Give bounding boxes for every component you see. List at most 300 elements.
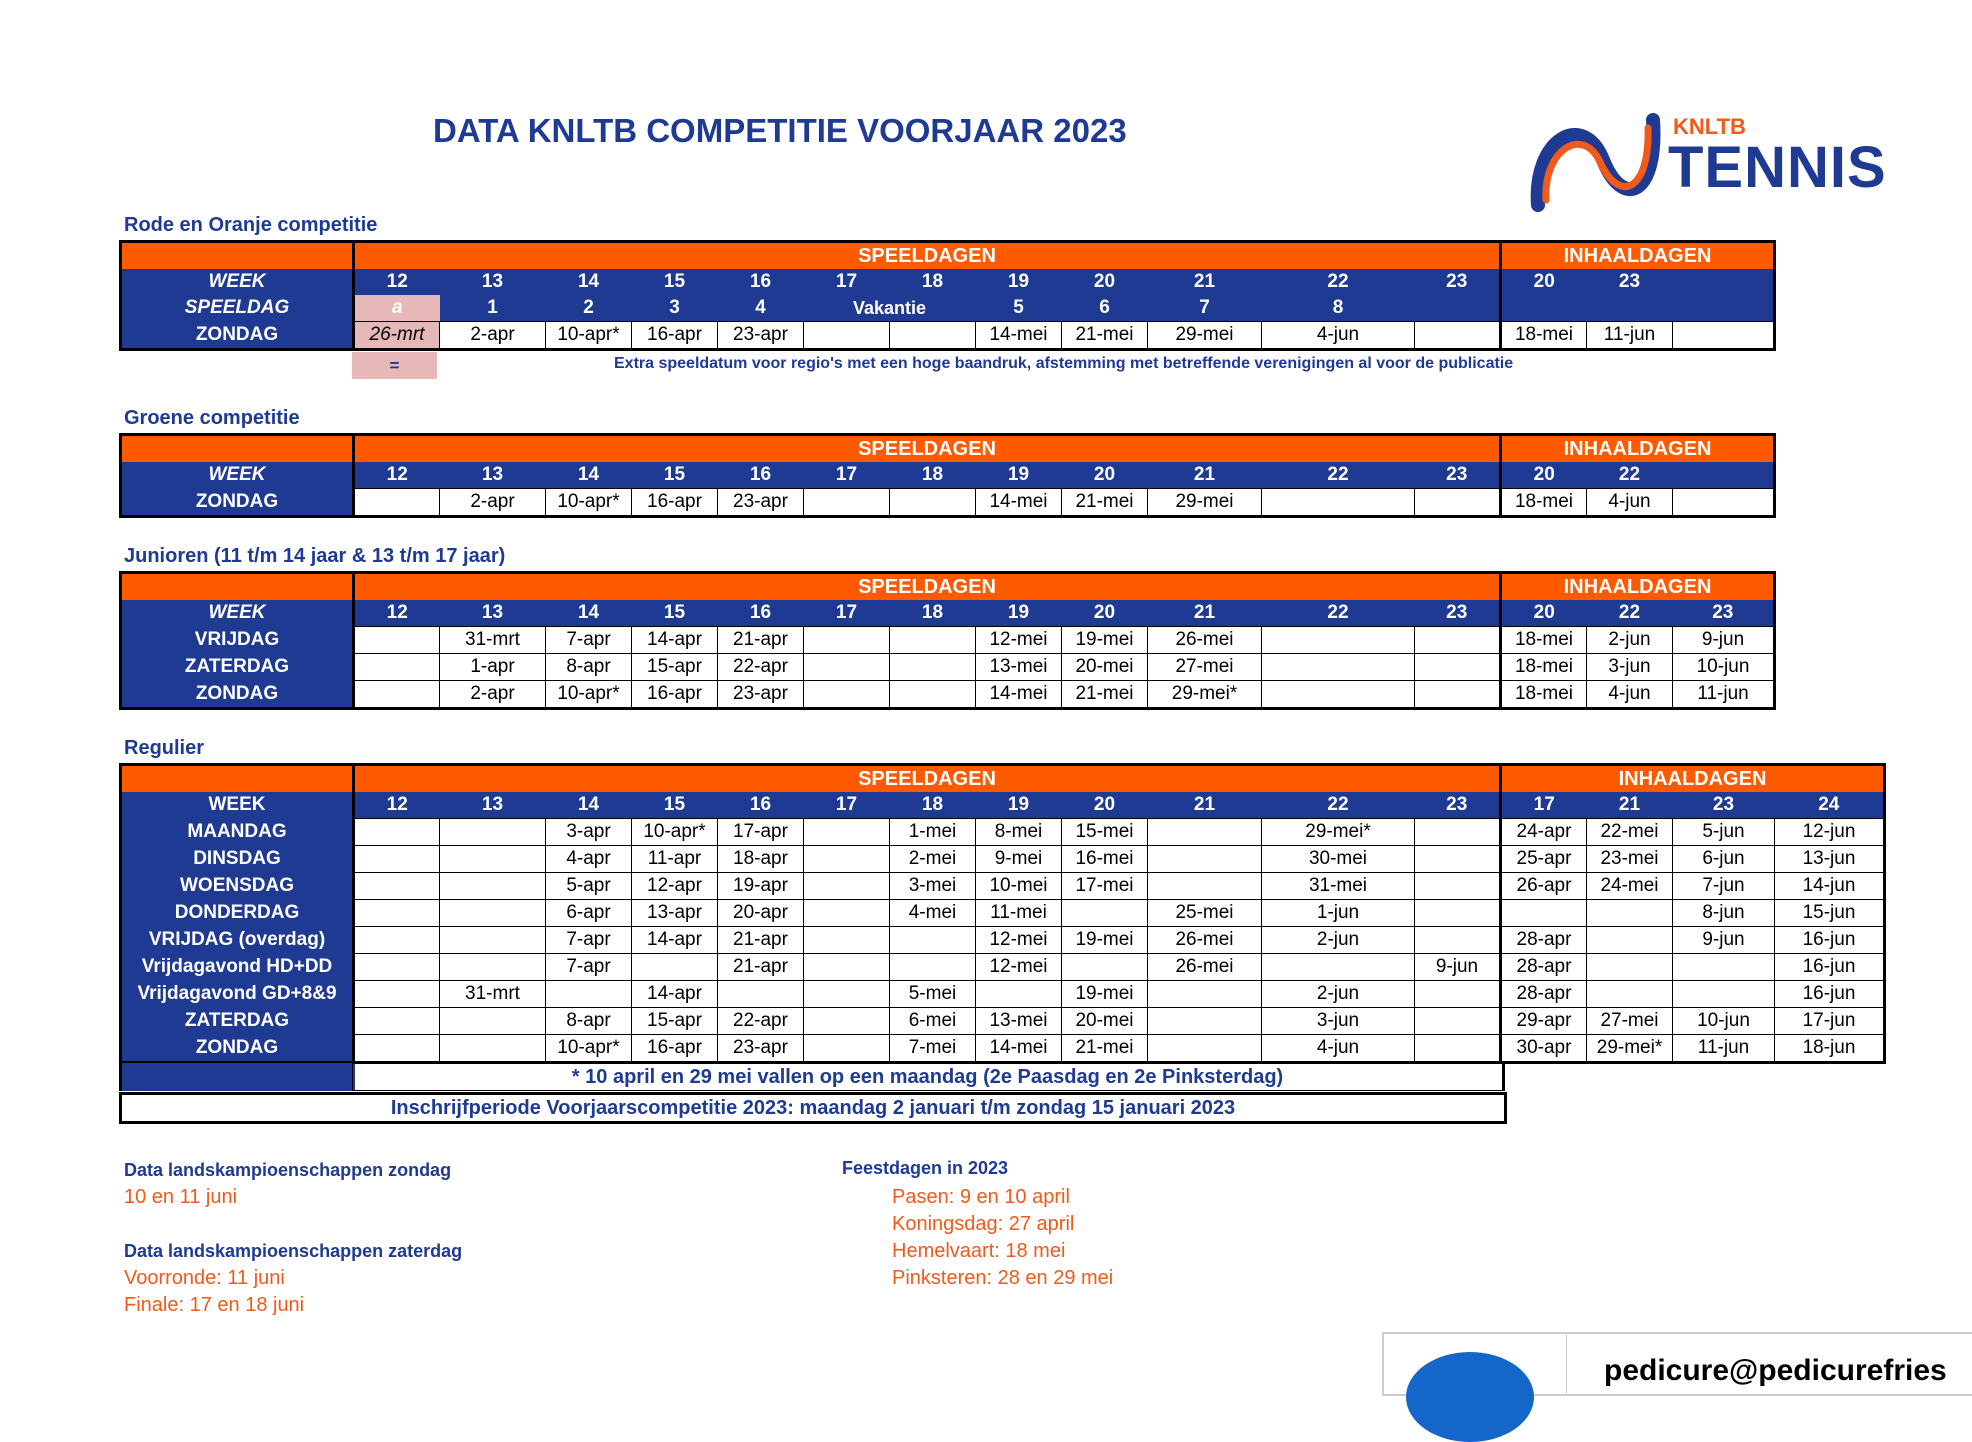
inhaal-date-cell: 27-mei — [1587, 1008, 1673, 1035]
lk-zaterdag-finale: Finale: 17 en 18 juni — [124, 1294, 305, 1316]
inhaal-date-cell: 18-mei — [1501, 681, 1587, 709]
date-cell: 12-mei — [976, 927, 1062, 954]
empty-cell — [1587, 295, 1673, 322]
ad-logo-icon — [1406, 1352, 1534, 1442]
date-cell — [1262, 681, 1415, 709]
date-cell: 2-apr — [440, 322, 546, 350]
date-cell: 1-mei — [890, 819, 976, 846]
date-cell: 10-apr* — [632, 819, 718, 846]
date-cell: 5-mei — [890, 981, 976, 1008]
week-number: 17 — [804, 600, 890, 627]
date-cell — [1148, 1035, 1262, 1063]
feestdag-item: Pasen: 9 en 10 april — [892, 1186, 1070, 1208]
inhaal-date-cell: 29-mei* — [1587, 1035, 1673, 1063]
date-cell: 29-mei* — [1262, 819, 1415, 846]
inhaal-date-cell: 13-jun — [1775, 846, 1885, 873]
date-cell: 17-mei — [1062, 873, 1148, 900]
date-cell: 26-mrt — [354, 322, 440, 350]
date-cell: 19-mei — [1062, 927, 1148, 954]
week-number: 13 — [440, 600, 546, 627]
inhaal-week-number: 23 — [1673, 792, 1775, 819]
date-cell: 2-jun — [1262, 981, 1415, 1008]
date-cell: 29-mei* — [1148, 681, 1262, 709]
empty-cell — [1673, 295, 1775, 322]
date-cell: 14-mei — [976, 1035, 1062, 1063]
week-number: 22 — [1262, 269, 1415, 295]
date-cell: 6-mei — [890, 1008, 976, 1035]
date-cell — [1262, 489, 1415, 517]
week-number: 23 — [1415, 462, 1501, 489]
inhaal-date-cell: 10-jun — [1673, 1008, 1775, 1035]
inhaal-date-cell — [1673, 489, 1775, 517]
date-cell: 12-apr — [632, 873, 718, 900]
date-cell: 26-mei — [1148, 927, 1262, 954]
date-cell: 8-apr — [546, 1008, 632, 1035]
date-cell: 8-apr — [546, 654, 632, 681]
date-cell: 23-apr — [718, 681, 804, 709]
date-cell — [1148, 1008, 1262, 1035]
feestdag-item: Hemelvaart: 18 mei — [892, 1240, 1066, 1262]
date-cell — [804, 1008, 890, 1035]
date-cell — [1415, 681, 1501, 709]
date-cell: 14-apr — [632, 981, 718, 1008]
inhaal-date-cell: 4-jun — [1587, 681, 1673, 709]
date-cell — [440, 954, 546, 981]
inhaal-date-cell: 26-apr — [1501, 873, 1587, 900]
date-cell: 22-apr — [718, 1008, 804, 1035]
speeldag-number: 1 — [440, 295, 546, 322]
date-cell: 14-apr — [632, 627, 718, 654]
inhaal-date-cell: 16-jun — [1775, 981, 1885, 1008]
date-cell: 12-mei — [976, 627, 1062, 654]
row-label: DINSDAG — [121, 846, 354, 873]
date-cell: 7-apr — [546, 927, 632, 954]
date-cell: 19-mei — [1062, 981, 1148, 1008]
inhaal-date-cell: 10-jun — [1673, 654, 1775, 681]
date-cell — [1262, 954, 1415, 981]
inhaal-date-cell — [1587, 981, 1673, 1008]
inhaal-date-cell: 14-jun — [1775, 873, 1885, 900]
week-number: 19 — [976, 269, 1062, 295]
date-cell: 10-mei — [976, 873, 1062, 900]
row-label: VRIJDAG (overdag) — [121, 927, 354, 954]
date-cell — [1062, 954, 1148, 981]
header-corner — [121, 765, 354, 793]
date-cell: 20-mei — [1062, 1008, 1148, 1035]
date-cell: 14-mei — [976, 681, 1062, 709]
date-cell — [804, 819, 890, 846]
date-cell — [354, 927, 440, 954]
feestdagen-title: Feestdagen in 2023 — [842, 1158, 1009, 1178]
inhaaldagen-header: INHAALDAGEN — [1501, 573, 1775, 601]
inhaal-date-cell: 28-apr — [1501, 981, 1587, 1008]
date-cell — [1148, 846, 1262, 873]
inschrijfperiode-note: Inschrijfperiode Voorjaarscompetitie 2023: maandag 2 januari t/m zondag 15 januari 2023 — [119, 1092, 1507, 1124]
speeldagen-header: SPEELDAGEN — [354, 765, 1501, 793]
date-cell — [1415, 900, 1501, 927]
date-cell — [1415, 981, 1501, 1008]
week-number: 21 — [1148, 269, 1262, 295]
date-cell — [354, 681, 440, 709]
date-cell — [1415, 627, 1501, 654]
date-cell: 21-mei — [1062, 1035, 1148, 1063]
week-number: 21 — [1148, 600, 1262, 627]
inhaal-week-number: 24 — [1775, 792, 1885, 819]
date-cell — [804, 900, 890, 927]
date-cell: 7-apr — [546, 954, 632, 981]
date-cell — [354, 873, 440, 900]
speeldag-number: 2 — [546, 295, 632, 322]
inhaal-week-number: 22 — [1587, 462, 1673, 489]
date-cell — [354, 846, 440, 873]
ad-email-text[interactable]: pedicure@pedicurefries — [1604, 1354, 1947, 1387]
inhaal-date-cell — [1587, 900, 1673, 927]
date-cell: 31-mrt — [440, 981, 546, 1008]
inhaal-week-number — [1673, 462, 1775, 489]
feestdag-item: Koningsdag: 27 april — [892, 1213, 1075, 1235]
week-number: 20 — [1062, 792, 1148, 819]
date-cell — [804, 954, 890, 981]
date-cell: 14-mei — [976, 489, 1062, 517]
inhaal-date-cell: 18-mei — [1501, 322, 1587, 350]
inhaal-date-cell: 12-jun — [1775, 819, 1885, 846]
date-cell — [890, 954, 976, 981]
inhaal-date-cell: 29-apr — [1501, 1008, 1587, 1035]
date-cell: 2-apr — [440, 489, 546, 517]
inhaal-week-number: 23 — [1587, 269, 1673, 295]
week-number: 20 — [1062, 600, 1148, 627]
knltb-tennis-logo — [1528, 100, 1887, 220]
date-cell — [354, 654, 440, 681]
date-cell: 2-jun — [1262, 927, 1415, 954]
row-label: WEEK — [121, 269, 354, 295]
date-cell: 21-apr — [718, 627, 804, 654]
date-cell: 21-apr — [718, 927, 804, 954]
week-number: 15 — [632, 269, 718, 295]
inhaal-date-cell: 16-jun — [1775, 954, 1885, 981]
inhaal-date-cell: 18-jun — [1775, 1035, 1885, 1063]
date-cell — [440, 846, 546, 873]
date-cell: 3-apr — [546, 819, 632, 846]
date-cell: 7-apr — [546, 627, 632, 654]
week-number: 17 — [804, 269, 890, 295]
date-cell — [354, 1035, 440, 1063]
week-number: 18 — [890, 792, 976, 819]
header-corner — [121, 435, 354, 463]
inhaal-date-cell: 28-apr — [1501, 954, 1587, 981]
date-cell: 31-mrt — [440, 627, 546, 654]
row-label: WEEK — [121, 462, 354, 489]
week-number: 12 — [354, 462, 440, 489]
date-cell: 3-mei — [890, 873, 976, 900]
inhaal-week-number: 17 — [1501, 792, 1587, 819]
lk-zaterdag-title: Data landskampioenschappen zaterdag — [124, 1241, 463, 1261]
inhaaldagen-header: INHAALDAGEN — [1501, 435, 1775, 463]
date-cell: 3-jun — [1262, 1008, 1415, 1035]
speeldagen-header: SPEELDAGEN — [354, 242, 1501, 270]
date-cell — [1262, 627, 1415, 654]
inhaal-date-cell: 3-jun — [1587, 654, 1673, 681]
week-number: 15 — [632, 462, 718, 489]
week-number: 12 — [354, 269, 440, 295]
date-cell: 11-apr — [632, 846, 718, 873]
date-cell: 10-apr* — [546, 1035, 632, 1063]
date-cell: 10-apr* — [546, 489, 632, 517]
date-cell: 15-apr — [632, 1008, 718, 1035]
date-cell: 13-apr — [632, 900, 718, 927]
inhaal-date-cell: 8-jun — [1673, 900, 1775, 927]
date-cell — [1262, 654, 1415, 681]
row-label: WEEK — [121, 600, 354, 627]
inhaal-week-number: 21 — [1587, 792, 1673, 819]
date-cell: 16-apr — [632, 681, 718, 709]
date-cell: 18-apr — [718, 846, 804, 873]
date-cell — [1062, 900, 1148, 927]
week-number: 17 — [804, 792, 890, 819]
date-cell: 31-mei — [1262, 873, 1415, 900]
row-label: ZATERDAG — [121, 654, 354, 681]
week-number: 16 — [718, 269, 804, 295]
week-number: 15 — [632, 600, 718, 627]
date-cell — [804, 654, 890, 681]
date-cell — [976, 981, 1062, 1008]
table-regulier — [119, 763, 1886, 1064]
speeldag-number: 7 — [1148, 295, 1262, 322]
date-cell — [1415, 927, 1501, 954]
date-cell — [1415, 846, 1501, 873]
date-cell: 19-mei — [1062, 627, 1148, 654]
date-cell: 13-mei — [976, 1008, 1062, 1035]
date-cell: 13-mei — [976, 654, 1062, 681]
speeldagen-header: SPEELDAGEN — [354, 435, 1501, 463]
date-cell: 1-jun — [1262, 900, 1415, 927]
date-cell: 4-mei — [890, 900, 976, 927]
date-cell: 16-apr — [632, 489, 718, 517]
date-cell — [1415, 873, 1501, 900]
date-cell: 2-apr — [440, 681, 546, 709]
week-number: 16 — [718, 600, 804, 627]
table-junioren — [119, 571, 1776, 710]
date-cell: 23-apr — [718, 322, 804, 350]
section-label-rode-oranje: Rode en Oranje competitie — [124, 214, 378, 236]
lk-zaterdag-voorronde: Voorronde: 11 juni — [124, 1267, 285, 1289]
header-corner — [121, 242, 354, 270]
advertisement-banner[interactable] — [1382, 1332, 1972, 1396]
date-cell — [804, 927, 890, 954]
date-cell: 14-mei — [976, 322, 1062, 350]
legend-symbol: = — [352, 352, 437, 379]
row-label: ZATERDAG — [121, 1008, 354, 1035]
inhaal-week-number: 20 — [1501, 269, 1587, 295]
inhaal-date-cell: 2-jun — [1587, 627, 1673, 654]
inhaal-week-number: 22 — [1587, 600, 1673, 627]
date-cell — [440, 873, 546, 900]
date-cell: 10-apr* — [546, 681, 632, 709]
date-cell: 21-mei — [1062, 489, 1148, 517]
date-cell — [804, 322, 890, 350]
date-cell: 23-apr — [718, 489, 804, 517]
legend-text: Extra speeldatum voor regio's met een hoge baandruk, afstemming met betreffende verenigingen al voor de publicatie — [614, 355, 1514, 372]
inhaaldagen-header: INHAALDAGEN — [1501, 765, 1885, 793]
footnote-maandag: * 10 april en 29 mei vallen op een maandag (2e Paasdag en 2e Pinksterdag) — [352, 1063, 1505, 1091]
date-cell: 25-mei — [1148, 900, 1262, 927]
inhaal-date-cell — [1587, 927, 1673, 954]
section-label-groene: Groene competitie — [124, 407, 300, 429]
inhaal-date-cell: 9-jun — [1673, 927, 1775, 954]
week-number: 14 — [546, 600, 632, 627]
date-cell — [354, 981, 440, 1008]
inhaal-date-cell: 11-jun — [1673, 681, 1775, 709]
date-cell — [718, 981, 804, 1008]
week-number: 21 — [1148, 792, 1262, 819]
ad-divider — [1566, 1334, 1567, 1394]
date-cell — [804, 627, 890, 654]
date-cell: 29-mei — [1148, 322, 1262, 350]
inhaal-date-cell: 17-jun — [1775, 1008, 1885, 1035]
date-cell — [890, 927, 976, 954]
date-cell: 16-mei — [1062, 846, 1148, 873]
date-cell — [546, 981, 632, 1008]
inhaal-date-cell: 25-apr — [1501, 846, 1587, 873]
date-cell — [890, 681, 976, 709]
date-cell: 10-apr* — [546, 322, 632, 350]
date-cell: 26-mei — [1148, 627, 1262, 654]
date-cell — [804, 1035, 890, 1063]
inhaaldagen-header: INHAALDAGEN — [1501, 242, 1775, 270]
date-cell: 27-mei — [1148, 654, 1262, 681]
inhaal-date-cell — [1673, 322, 1775, 350]
inhaal-date-cell: 18-mei — [1501, 654, 1587, 681]
date-cell: 17-apr — [718, 819, 804, 846]
empty-cell — [1501, 295, 1587, 322]
date-cell: 23-apr — [718, 1035, 804, 1063]
date-cell — [804, 489, 890, 517]
speeldag-number: 3 — [632, 295, 718, 322]
inhaal-date-cell — [1587, 954, 1673, 981]
inhaal-week-number: 20 — [1501, 462, 1587, 489]
week-number: 13 — [440, 792, 546, 819]
inhaal-date-cell: 7-jun — [1673, 873, 1775, 900]
date-cell: 5-apr — [546, 873, 632, 900]
row-label: ZONDAG — [121, 489, 354, 517]
inhaal-date-cell: 9-jun — [1673, 627, 1775, 654]
page-title: DATA KNLTB COMPETITIE VOORJAAR 2023 — [433, 112, 1127, 149]
row-label: MAANDAG — [121, 819, 354, 846]
date-cell: 15-mei — [1062, 819, 1148, 846]
date-cell — [1415, 322, 1501, 350]
section-label-regulier: Regulier — [124, 737, 205, 759]
date-cell — [354, 1008, 440, 1035]
date-cell: 16-apr — [632, 322, 718, 350]
week-number: 19 — [976, 792, 1062, 819]
week-number: 16 — [718, 462, 804, 489]
date-cell: 20-apr — [718, 900, 804, 927]
date-cell — [1148, 873, 1262, 900]
speeldag-number: 6 — [1062, 295, 1148, 322]
week-number: 12 — [354, 792, 440, 819]
week-number: 14 — [546, 792, 632, 819]
date-cell: 9-jun — [1415, 954, 1501, 981]
date-cell: 21-mei — [1062, 322, 1148, 350]
inhaal-date-cell: 6-jun — [1673, 846, 1775, 873]
speeldag-number: 4 — [718, 295, 804, 322]
table-rode-oranje — [119, 240, 1776, 351]
date-cell — [1148, 981, 1262, 1008]
date-cell — [354, 489, 440, 517]
week-number: 18 — [890, 600, 976, 627]
date-cell: 22-apr — [718, 654, 804, 681]
speeldagen-header: SPEELDAGEN — [354, 573, 1501, 601]
feestdag-item: Pinksteren: 28 en 29 mei — [892, 1267, 1114, 1289]
inhaal-date-cell: 18-mei — [1501, 489, 1587, 517]
date-cell — [890, 489, 976, 517]
inhaal-date-cell: 22-mei — [1587, 819, 1673, 846]
row-label: WEEK — [121, 792, 354, 819]
week-number: 13 — [440, 462, 546, 489]
date-cell: 15-apr — [632, 654, 718, 681]
row-label: ZONDAG — [121, 1035, 354, 1063]
inhaal-date-cell — [1501, 900, 1587, 927]
date-cell: 20-mei — [1062, 654, 1148, 681]
date-cell: 14-apr — [632, 927, 718, 954]
logo-knltb-text: KNLTB — [1673, 114, 1746, 139]
week-number: 12 — [354, 600, 440, 627]
row-label: Vrijdagavond GD+8&9 — [121, 981, 354, 1008]
date-cell: 7-mei — [890, 1035, 976, 1063]
date-cell — [890, 322, 976, 350]
vakantie-label: Vakantie — [804, 295, 976, 322]
inhaal-date-cell: 28-apr — [1501, 927, 1587, 954]
date-cell: 12-mei — [976, 954, 1062, 981]
lk-zondag-dates: 10 en 11 juni — [124, 1186, 238, 1208]
inhaal-week-number: 20 — [1501, 600, 1587, 627]
week-number: 20 — [1062, 462, 1148, 489]
row-label: ZONDAG — [121, 322, 354, 350]
inhaal-date-cell — [1673, 981, 1775, 1008]
date-cell — [354, 954, 440, 981]
date-cell — [1148, 819, 1262, 846]
week-number: 23 — [1415, 269, 1501, 295]
inhaal-date-cell: 11-jun — [1587, 322, 1673, 350]
date-cell: 26-mei — [1148, 954, 1262, 981]
date-cell: 29-mei — [1148, 489, 1262, 517]
week-number: 16 — [718, 792, 804, 819]
logo-tennis-text: TENNIS — [1668, 135, 1887, 200]
date-cell: 4-jun — [1262, 322, 1415, 350]
row-label: ZONDAG — [121, 681, 354, 709]
date-cell — [1415, 1035, 1501, 1063]
row-label: VRIJDAG — [121, 627, 354, 654]
header-corner — [121, 573, 354, 601]
week-number: 19 — [976, 462, 1062, 489]
date-cell — [440, 927, 546, 954]
date-cell — [1415, 1008, 1501, 1035]
inhaal-date-cell: 30-apr — [1501, 1035, 1587, 1063]
week-number: 18 — [890, 462, 976, 489]
date-cell — [354, 900, 440, 927]
date-cell — [354, 627, 440, 654]
week-number: 22 — [1262, 600, 1415, 627]
date-cell: 11-mei — [976, 900, 1062, 927]
date-cell — [890, 627, 976, 654]
date-cell: 21-apr — [718, 954, 804, 981]
week-number: 21 — [1148, 462, 1262, 489]
speeldag-number: 8 — [1262, 295, 1415, 322]
date-cell: 8-mei — [976, 819, 1062, 846]
date-cell: 4-apr — [546, 846, 632, 873]
inhaal-week-number — [1673, 269, 1775, 295]
row-label: WOENSDAG — [121, 873, 354, 900]
